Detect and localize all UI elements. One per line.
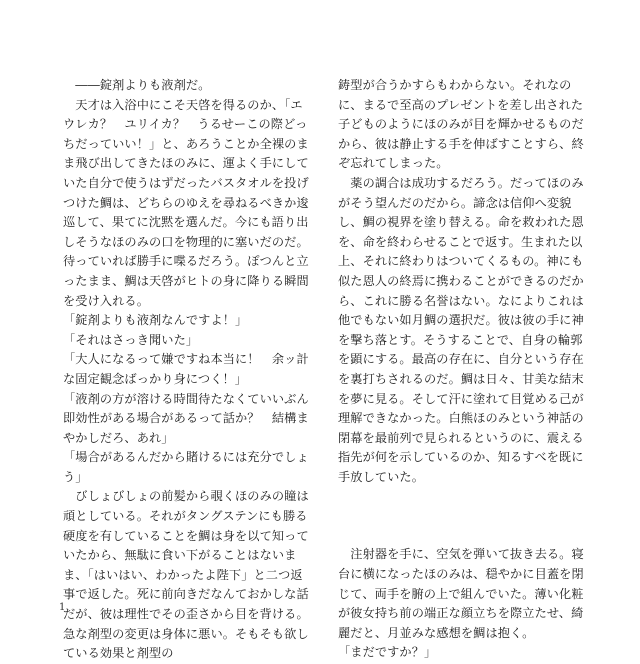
- paragraph: 薬の調合は成功するだろう。だってほのみがそう望んだのだから。諦念は信仰へ変貌し、鯛の視界を塗り替える。命を救われた恩を、命を終わらせることで返す。生まれた以上、それに終わりはついてくるもの。神にも似た恩人の終焉に携わることができるのだから、これに勝る名誉はない。なによりこれは他でもない如月鯛の選択だ。彼は彼の手に神を撃ち落とす。そうすることで、自身の輪郭を顕にする。最高の存在に、自分という存在を裏打ちされるのだ。鯛は日々、甘美な結末を夢に見る。そして汗に塗れて目覚める己が理解できなかった。白熊ほのみという神話の閉幕を最前列で見られるというのに、震える指先が何を示しているのか、知るすべを既に手放していた。: [338, 175, 584, 484]
- dialogue-line: 「錠剤よりも液剤なんですよ！」: [63, 313, 248, 328]
- paragraph: 鋳型が合うかすらもわからない。それなのに、まるで至高のプレゼントを差し出された子どものようにほのみが目を輝かせるものだから、彼は静止する手を伸ばすことすら、終ぞ忘れてしまった。: [338, 78, 584, 171]
- paragraph: びしょびしょの前髪から覗くほのみの瞳は頑としている。それがタングステンにも勝る硬度を有していることを鯛は身を以て知っていたから、無駄に食い下がることはないまま、「はいはい、わかったよ陛下」と二つ返事で返した。死に前向きだなんておかしな話だが、彼は理性でその歪さから目を背ける。急な剤型の変更は身体に悪い。そもそも欲している効果と剤型の: [63, 489, 309, 661]
- dialogue-line: 「大人になるって嫌ですね本当に！ 余ッ計な固定観念ばっかり身につく！」: [63, 352, 309, 386]
- paragraph: 天才は入浴中にこそ天啓を得るのか、「エウレカ？ ユリイカ？ うるせーこの際どっちだっていい！」と、あろうことか全裸のまま飛び出してきたほのみに、運よく手にしていた自分で使うはずだったバスタオルを投げつけた鯛は、どちらのゆえを尋ねるべきか逡巡して、果てに沈黙を選んだ。今にも語り出しそうなほのみの口を物理的に塞いだのだ。待っていれば勝手に喋るだろう。ぽつんと立ったまま、鯛は天啓がヒトの身に降りる瞬間を受け入れる。: [63, 97, 309, 308]
- paragraph: ――錠剤よりも液剤だ。: [63, 78, 211, 92]
- page-number: 1: [59, 602, 66, 613]
- paragraph: 注射器を手に、空気を弾いて抜き去る。寝台に横になったほのみは、穏やかに目蓋を閉じて、両手を腑の上で組んでいた。薄い化粧が彼女持ち前の端正な顔立ちを際立たせ、綺麗だと、月並みな感想を鯛は抱く。: [338, 547, 584, 640]
- dialogue-line: 「場合があるんだから賭けるには充分でしょう」: [63, 450, 309, 484]
- dialogue-line: 「まだですか？」: [338, 645, 437, 660]
- right-text-column: [338, 76, 588, 663]
- dialogue-line: 「それはさっき聞いた」: [63, 332, 199, 347]
- left-text-column: [63, 76, 313, 664]
- dialogue-line: 「液剤の方が溶ける時間待たなくていいぶん即効性がある場合があるって話か？ 結構まやかしだろ、あれ」: [63, 391, 309, 445]
- section-break: [338, 487, 588, 545]
